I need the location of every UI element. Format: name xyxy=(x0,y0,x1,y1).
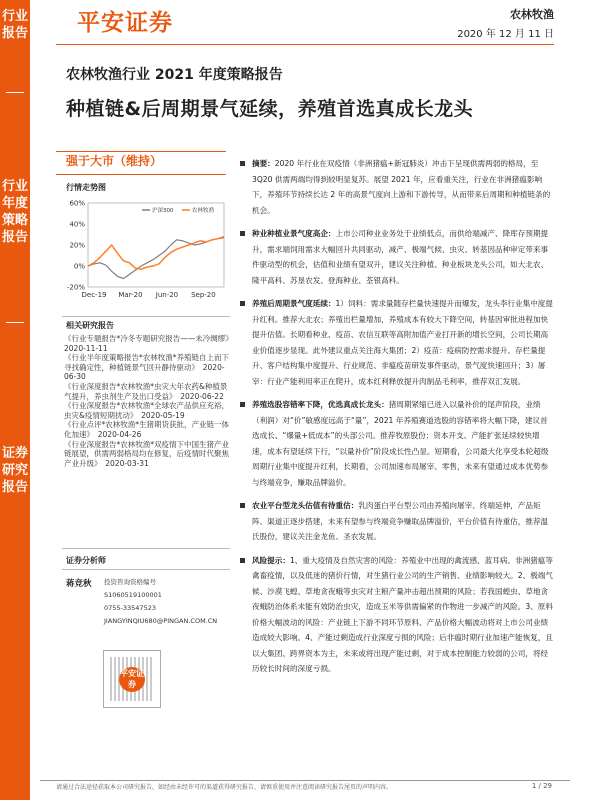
sidebar xyxy=(0,0,30,800)
paragraph-body: 2020 年行业在双疫情（非洲猪瘟+新冠肺炎）冲击下呈现供需两弱的格局，至 3Q20 供需两端均得到较明显复苏。展望 2021 年，应看重关注，行业在非洲猪瘟影响下，养殖环节持续长达 2 年的高景气度向上游和下游传导，从而带来后周期和种植链条的机会。 xyxy=(252,159,551,215)
rating-bottom-rule xyxy=(56,174,226,175)
company-logo: 平安证券 xyxy=(77,10,173,36)
paragraph-risk-warning xyxy=(240,553,554,677)
analyst-name: 蒋竞秋 xyxy=(66,579,92,589)
paragraph-body: 1）饲料：需求量随存栏量快速提升而爆发，龙头李行业集中度提升红利。推荐大北农；养殖出栏量增加，养殖成本有较大下降空间，转基因审批进程加快提升估值。长期看种业、疫苗、农信互联等高附加值产业打开新的增长空间，公司长期高业价值逐步显现。此外建议重点关注海大集团；2）疫苗：疫病防控需求提升、存栏量提升、客户结构集中度提升、行业规范、非瘟疫苗研发事件驱动，景气度快速回升；3）屠宰：行业产能利用率正在爬升，成本红利释放提升肉制品毛利率，推荐双汇发展。 xyxy=(252,299,553,386)
bullet-icon xyxy=(240,558,245,563)
summary-body xyxy=(240,156,554,685)
sidebar-divider xyxy=(6,92,24,93)
related-heading: 相关研究报告 xyxy=(66,321,114,330)
x-tick-label: Sep-20 xyxy=(191,291,216,299)
bullet-icon xyxy=(240,503,245,508)
paragraph-breeding-stock-selection xyxy=(240,397,554,490)
section-divider xyxy=(62,548,230,549)
y-tick-label: 40% xyxy=(69,220,85,229)
paragraph-body: 上市公司种业业务处于业绩低点，而供给端减产、降库存预期提升，需求端饲用需求大幅回升共同驱动，减产、极端气候、虫灾、转基因品种审定带来事件驱动型的机会，估值和业绩有望双升，建议关注种植、种业板块龙头公司，如大北农、隆平高科、苏垦农发、登海种业、荃银高科。 xyxy=(252,229,549,285)
paragraph-lead: 摘要： xyxy=(252,159,275,168)
paragraph-post-cycle xyxy=(240,296,554,389)
paragraph-body: 1、重大疫情及自然灾害的风险：养殖业中出现的禽流感、蓝耳病、非洲猪瘟等禽畜疫情，以及低迷的猪价行情，对生猪行业公司的生产销售、业绩影响较大。2、极端气候、沙漠飞蝗、草地贪夜蛾等虫灾对主粮产量冲击超出预期的风险；若我国蝗虫、草地贪夜蛾防治体系未能有效防治虫灾，造成玉米等供需偏紧的作物进一步减产的风险。3、原料价格大幅波动的风险：产业链上下游不同环节原料、产品价格大幅波动将对上市公司业绩造成较大影响。4、产能过剩造成行业深度亏损的风险；后非瘟时期行业加速产能恢复，且以大集团、跨界资本为主，未来或将出现产能过剩，对于成本控制能力较弱的公司，将经历较长时间的深度亏损。 xyxy=(252,555,553,673)
x-tick-label: Mar-20 xyxy=(118,291,143,299)
trend-heading: 行情走势图 xyxy=(66,183,106,192)
paragraph-body: 猪周期紧缩已进入以量补价的尾声阶段，业绩（利润）对“价”敏感度远高于“量”，2021 年养殖赛道选股的容错率将大幅下降，建议首选成长、“爆量+低成本”的头部公司。推荐牧原股份；资本开支、产能扩张延续较快增速，成本有望延续下行，“以量补价”阶段成长性凸显。短期看，公司最大化享受本轮超级周期行业集中度提升红利，长期看，公司加速布局屠宰、零售，未来有望通过成本优势参与终端竞争，赚取品牌溢价。 xyxy=(252,400,549,487)
paragraph-lead: 种业种植业景气度高企： xyxy=(252,229,336,238)
sidebar-tab-securities-research: 证券研究报告 xyxy=(1,446,28,495)
section-divider xyxy=(62,569,230,570)
sidebar-tab-annual-strategy: 行业年度策略报告 xyxy=(1,179,28,245)
x-tick-label: Dec-19 xyxy=(81,291,107,299)
paragraph-lead: 养殖选股容错率下降，优选真成长龙头： xyxy=(252,400,389,409)
qr-logo: 平安证券 xyxy=(119,667,145,692)
analyst-heading: 证券分析师 xyxy=(66,556,106,565)
y-tick-label: -20% xyxy=(66,283,85,292)
analyst-info xyxy=(104,576,217,628)
y-tick-label: 0% xyxy=(73,262,85,271)
analyst-phone: 0755-33547523 xyxy=(104,604,156,612)
paragraph-seed-planting xyxy=(240,226,554,288)
series-line xyxy=(88,238,224,279)
report-subtitle: 种植链&后周期景气延续，养殖首选真成长龙头 xyxy=(66,98,474,120)
analyst-role: 投资咨询资格编号 xyxy=(104,578,156,586)
related-report-item[interactable]: 《行业深度报告*农林牧渔*虫灾大年农药&种植景气提升，养虫剂生产及出口受益》 2020-06-22 xyxy=(64,381,228,401)
paragraph-lead: 风险提示： xyxy=(252,555,290,565)
y-tick-label: 20% xyxy=(69,241,85,250)
series-line xyxy=(88,237,224,270)
related-report-item[interactable]: 《行业半年度策略报告*农林牧渔*养殖链自上而下寻找确定性，种植链景气回升静待驱动》 2020-06-30 xyxy=(64,353,229,382)
rating-label: 强于大市（维持） xyxy=(66,154,163,168)
plot-frame xyxy=(88,203,224,287)
paragraph-lead: 农业平台型龙头估值有待重估： xyxy=(252,501,359,510)
paragraph-platform-leaders xyxy=(240,498,554,545)
sidebar-tab-industry-report: 行业报告 xyxy=(1,9,28,41)
legend-label: 农林牧渔 xyxy=(192,208,215,214)
paragraph-lead: 养殖后周期景气度延续： xyxy=(252,299,336,308)
report-date: 2020 年 12 月 11 日 xyxy=(457,29,554,40)
bullet-icon xyxy=(240,402,245,407)
trend-chart xyxy=(64,195,230,305)
footer-divider xyxy=(40,780,570,781)
related-report-item[interactable]: 《行业专题报告*冷冬专题研究报告——未冷绸缪》 2020-11-11 xyxy=(64,334,237,353)
bullet-icon xyxy=(240,231,245,236)
x-tick-label: Jun-20 xyxy=(155,291,179,299)
footer-disclaimer: 请通过合法途径获取本公司研究报告，如经由未经许可的渠道获得研究报告，请慎重使用并注意阅读研究报告尾页的声明内容。 xyxy=(56,784,393,791)
analyst-email[interactable]: JIANGYINQIU680@PINGAN.COM.CN xyxy=(104,617,218,625)
report-title: 农林牧渔行业 2021 年度策略报告 xyxy=(66,67,283,83)
paragraph-body: 乳肉蛋白平台型公司由养殖向屠宰、终端延伸，产品矩阵、渠道正逐步搭建，未来有望参与终端竞争赚取品牌溢价，平台价值有待重估，推荐温氏股份，建议关注金龙鱼、圣农发展。 xyxy=(252,501,549,541)
bullet-icon xyxy=(240,301,245,306)
legend-label: 沪深300 xyxy=(152,208,174,214)
header-divider xyxy=(56,44,554,45)
page-number: 1 / 29 xyxy=(531,782,552,790)
section-label: 农林牧渔 xyxy=(510,8,554,21)
paragraph-abstract xyxy=(240,156,554,218)
related-report-item[interactable]: 《行业深度报告*农林牧渔*全球农产品供应充裕，虫灾&疫情短期扰动》 2020-05-19 xyxy=(64,401,229,420)
qr-code-icon xyxy=(103,650,161,708)
sidebar-divider xyxy=(6,322,24,323)
related-report-item[interactable]: 《行业深度报告*农林牧渔*双疫情下中国生猪产业链展望，供需两弱格局均在修复，后疫情时代聚焦产业升级》 2020-03-31 xyxy=(64,439,229,468)
bullet-icon xyxy=(240,161,245,166)
analyst-cert: S1060519100001 xyxy=(104,591,162,599)
y-tick-label: 60% xyxy=(69,199,85,208)
related-reports-list xyxy=(64,334,237,468)
section-divider xyxy=(62,316,230,317)
related-report-item[interactable]: 《行业点评*农林牧渔*生猪期货获批，产业链一体化加速》 2020-04-26 xyxy=(64,420,229,439)
